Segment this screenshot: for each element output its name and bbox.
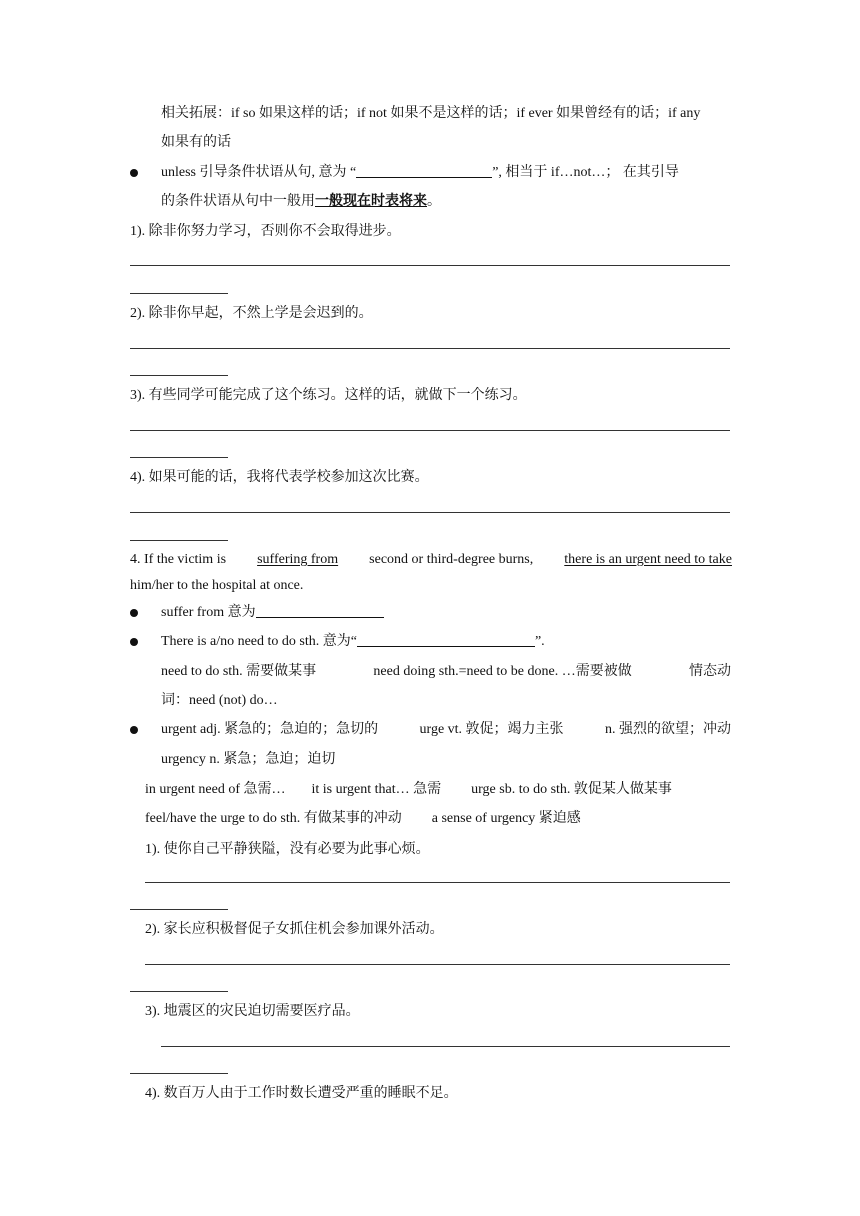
related-extension-line	[161, 104, 731, 124]
urgent-line-2: urgency n. 紧急；急迫；迫切	[161, 752, 336, 767]
answer-line-tail[interactable]	[130, 1073, 228, 1074]
underlined-phrase: there is an urgent need to take	[564, 552, 732, 567]
related-extension-text: 相关拓展：if so 如果这样的话；if not 如果不是这样的话；if ever 如果曾经有的话；if any	[161, 106, 701, 121]
suffer-from-line: suffer from 意为	[161, 603, 384, 623]
answer-blank[interactable]	[256, 603, 384, 618]
need-line-2: need to do sth. 需要做某事 need doing sth.=need to be done. …需要被做 情态动	[161, 664, 731, 679]
exercise-2-3: 3). 地震区的灾民迫切需要医疗品。	[145, 1004, 360, 1019]
exercise-1-1: 1). 除非你努力学习，否则你不会取得进步。	[130, 224, 401, 239]
need-line-3: 词：need (not) do…	[161, 693, 278, 708]
sentence-4-line-1: 4. If the victim is suffering from second or third-degree burns, there is an urgent need to take	[130, 550, 732, 570]
answer-blank[interactable]	[356, 163, 492, 178]
exercise-1-3: 3). 有些同学可能完成了这个练习。这样的话，就做下一个练习。	[130, 388, 527, 403]
answer-line-tail[interactable]	[130, 293, 228, 294]
unless-line-1: unless 引导条件状语从句, 意为 “ ”, 相当于 if…not…； 在其引导	[161, 165, 679, 180]
answer-line-tail[interactable]	[130, 375, 228, 376]
exercise-2-2: 2). 家长应积极督促子女抓住机会参加课外活动。	[145, 922, 444, 937]
sentence-4-line-2: him/her to the hospital at once.	[130, 578, 304, 593]
related-extension-line-2: 如果有的话	[161, 135, 231, 150]
answer-blank[interactable]	[357, 632, 535, 647]
answer-line[interactable]	[130, 348, 730, 349]
urgent-line-1: urgent adj. 紧急的；急迫的；急切的 urge vt. 敦促；竭力主张 n. 强烈的欲望；冲动	[161, 722, 731, 737]
answer-line[interactable]	[161, 1046, 730, 1047]
answer-line-tail[interactable]	[130, 909, 228, 910]
underlined-phrase: suffering from	[257, 552, 339, 567]
exercise-1-4: 4). 如果可能的话，我将代表学校参加这次比赛。	[130, 470, 429, 485]
answer-line[interactable]	[130, 265, 730, 266]
answer-line[interactable]	[130, 512, 730, 513]
answer-line[interactable]	[145, 882, 730, 883]
answer-line-tail[interactable]	[130, 457, 228, 458]
answer-line[interactable]	[145, 964, 730, 965]
bullet-icon	[130, 169, 138, 177]
exercise-2-1: 1). 使你自己平静狭隘，没有必要为此事心烦。	[145, 842, 430, 857]
urgent-line-4: feel/have the urge to do sth. 有做某事的冲动 a sense of urgency 紧迫感	[145, 811, 581, 826]
exercise-2-4: 4). 数百万人由于工作时数长遭受严重的睡眠不足。	[145, 1086, 458, 1101]
answer-line-tail[interactable]	[130, 991, 228, 992]
bullet-icon	[130, 609, 138, 617]
exercise-1-2: 2). 除非你早起，不然上学是会迟到的。	[130, 306, 373, 321]
bullet-icon	[130, 726, 138, 734]
emphasis-text: 一般现在时表将来	[315, 194, 427, 209]
urgent-line-3: in urgent need of 急需… it is urgent that… 急需 urge sb. to do sth. 敦促某人做某事	[145, 782, 672, 797]
need-line-1: There is a/no need to do sth. 意为“ ”.	[161, 634, 545, 649]
bullet-icon	[130, 638, 138, 646]
answer-line[interactable]	[130, 430, 730, 431]
answer-line-tail[interactable]	[130, 540, 228, 541]
unless-line-2: 的条件状语从句中一般用一般现在时表将来。	[161, 194, 441, 209]
